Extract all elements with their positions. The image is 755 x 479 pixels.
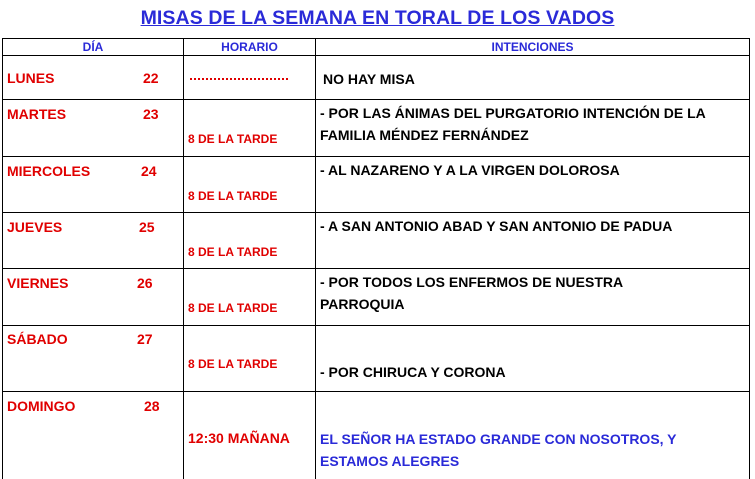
row-date: 24 [141, 163, 157, 179]
row-day: SÁBADO [7, 331, 68, 347]
row-date: 22 [143, 70, 159, 86]
row-divider [3, 391, 749, 392]
row-time: 8 DE LA TARDE [188, 189, 278, 203]
row-time: 8 DE LA TARDE [188, 301, 278, 315]
row-divider [3, 325, 749, 326]
row-time: 12:30 MAÑANA [188, 430, 290, 446]
column-divider [315, 39, 316, 479]
row-day: VIERNES [7, 275, 69, 291]
row-day: MIERCOLES [7, 163, 91, 179]
row-intention: - AL NAZARENO Y A LA VIRGEN DOLOROSA [320, 162, 620, 178]
row-divider [3, 268, 749, 269]
row-intention: - POR CHIRUCA Y CORONA [320, 364, 506, 380]
row-time: 8 DE LA TARDE [188, 245, 278, 259]
column-divider [183, 39, 184, 479]
header-divider [3, 55, 749, 56]
row-intention: NO HAY MISA [323, 71, 415, 87]
row-date: 25 [139, 219, 155, 235]
row-day: MARTES [7, 106, 67, 122]
header-day: DÍA [82, 40, 104, 54]
row-divider [3, 156, 749, 157]
row-intention: - POR TODOS LOS ENFERMOS DE NUESTRA PARROQUIA [320, 274, 623, 312]
row-date: 27 [137, 331, 153, 347]
row-day: DOMINGO [7, 398, 76, 414]
row-time: 8 DE LA TARDE [188, 132, 278, 146]
row-day: JUEVES [7, 219, 63, 235]
row-date: 26 [137, 275, 153, 291]
page-title: MISAS DE LA SEMANA EN TORAL DE LOS VADOS [140, 7, 615, 29]
row-date: 23 [143, 106, 159, 122]
header-time: HORARIO [221, 40, 278, 54]
row-date: 28 [144, 398, 160, 414]
row-divider [3, 212, 749, 213]
row-divider [3, 99, 749, 100]
row-day: LUNES [7, 70, 55, 86]
header-intentions: INTENCIONES [491, 40, 574, 54]
no-time-dotted-line [190, 78, 288, 80]
row-intention-highlight: EL SEÑOR HA ESTADO GRANDE CON NOSOTROS, Y ESTAMOS ALEGRES [320, 431, 677, 469]
mass-schedule-table [2, 38, 750, 479]
row-intention: - POR LAS ÁNIMAS DEL PURGATORIO INTENCIÓN DE LA FAMILIA MÉNDEZ FERNÁNDEZ [320, 105, 706, 143]
row-intention: - A SAN ANTONIO ABAD Y SAN ANTONIO DE PADUA [320, 218, 673, 234]
row-time: 8 DE LA TARDE [188, 357, 278, 371]
